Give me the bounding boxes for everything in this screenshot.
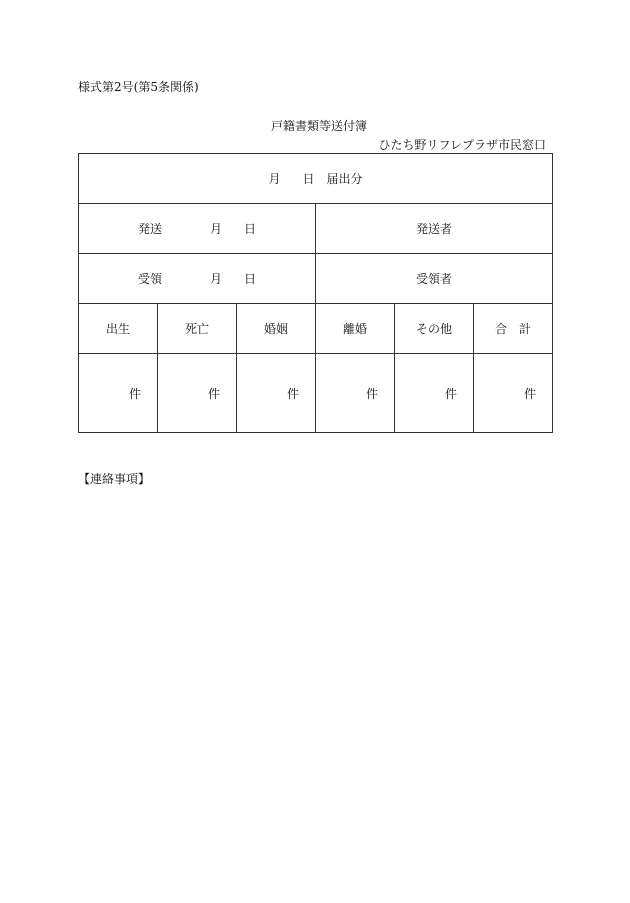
count-cell-total: 件 [474,354,553,433]
category-header-birth: 出生 [79,304,158,354]
notification-day-label: 日 [302,172,315,186]
notification-date-cell [79,154,553,204]
category-header-row [79,304,553,354]
count-row [79,354,553,433]
category-header-total: 合 計 [474,304,553,354]
count-cell-birth: 件 [79,354,158,433]
sender-cell [316,204,553,254]
document-title: 戸籍書類等送付簿 [270,119,367,133]
send-label: 発送 [137,222,162,236]
receive-label: 受領 [137,272,162,286]
delivery-ledger-table [78,153,553,433]
notification-label: 届出分 [326,172,363,186]
form-number-label: 様式第2号(第5条関係) [78,80,199,94]
count-cell-other: 件 [395,354,474,433]
receive-date-cell [79,254,316,304]
category-header-marriage: 婚姻 [237,304,316,354]
receive-day-label: 日 [244,272,257,286]
category-header-death: 死亡 [158,304,237,354]
notification-month-label: 月 [268,172,281,186]
category-header-other: その他 [395,304,474,354]
send-day-label: 日 [244,222,257,236]
notification-date-row [79,154,553,204]
notes-heading: 【連絡事項】 [78,472,151,486]
receive-row [79,254,553,304]
count-cell-marriage: 件 [237,354,316,433]
sender-label: 発送者 [416,222,453,236]
send-date-cell [79,204,316,254]
count-cell-divorce: 件 [316,354,395,433]
count-cell-death: 件 [158,354,237,433]
send-month-label: 月 [209,222,222,236]
receive-month-label: 月 [209,272,222,286]
office-name: ひたち野リフレプラザ市民窓口 [378,138,546,152]
receiver-label: 受領者 [416,272,453,286]
category-header-divorce: 離婚 [316,304,395,354]
receiver-cell [316,254,553,304]
send-row [79,204,553,254]
